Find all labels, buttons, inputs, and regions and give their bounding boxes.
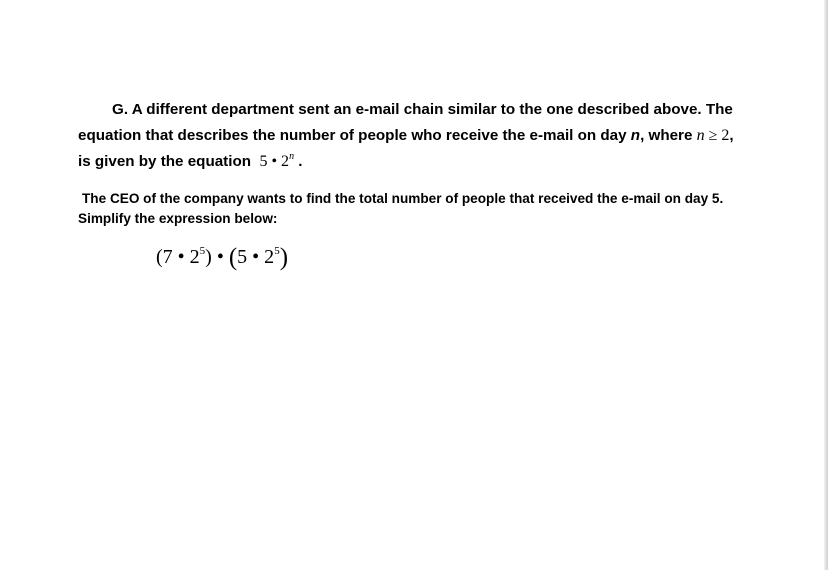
variable-n: n bbox=[630, 127, 641, 144]
condition-formula bbox=[697, 127, 730, 144]
question-g-line-3-text: is given by the equation bbox=[78, 153, 251, 170]
question-g-line-2-where: , where bbox=[640, 127, 697, 144]
ceo-prompt-paragraph bbox=[78, 189, 758, 229]
period: . bbox=[298, 153, 303, 170]
expression-exponent-1: 5 bbox=[199, 245, 206, 257]
question-g-line-3 bbox=[78, 149, 738, 175]
expression-open-paren-2: ( bbox=[228, 244, 238, 271]
condition-variable: n bbox=[696, 127, 705, 144]
question-g-line-1 bbox=[78, 97, 738, 123]
expression-middle: ) • bbox=[205, 246, 229, 268]
comma: , bbox=[729, 127, 734, 144]
ceo-prompt-line-2: Simplify the expression below: bbox=[78, 211, 278, 226]
expression-part-1: (7 • 2 bbox=[156, 246, 200, 268]
condition-rest: ≥ 2 bbox=[704, 127, 730, 144]
question-g-paragraph bbox=[78, 97, 738, 175]
ceo-prompt-line-1: The CEO of the company wants to find the total number of people that received the e-mail on day 5. bbox=[82, 191, 724, 206]
question-g-line-2 bbox=[78, 123, 738, 149]
expression-close-paren-2: ) bbox=[279, 244, 289, 271]
equation-base: 5 • 2 bbox=[259, 153, 290, 170]
equation-exponent: n bbox=[289, 151, 295, 162]
expression-to-simplify bbox=[156, 244, 288, 272]
question-g-line-2-text: equation that describes the number of people who receive the e-mail on day bbox=[78, 127, 631, 144]
page-edge bbox=[824, 0, 828, 570]
expression-exponent-2: 5 bbox=[274, 245, 280, 257]
question-g-line-1-text: G. A different department sent an e-mail chain similar to the one described above. The bbox=[112, 101, 733, 118]
equation-formula bbox=[259, 153, 294, 170]
expression-inner-2: 5 • 2 bbox=[237, 246, 275, 268]
